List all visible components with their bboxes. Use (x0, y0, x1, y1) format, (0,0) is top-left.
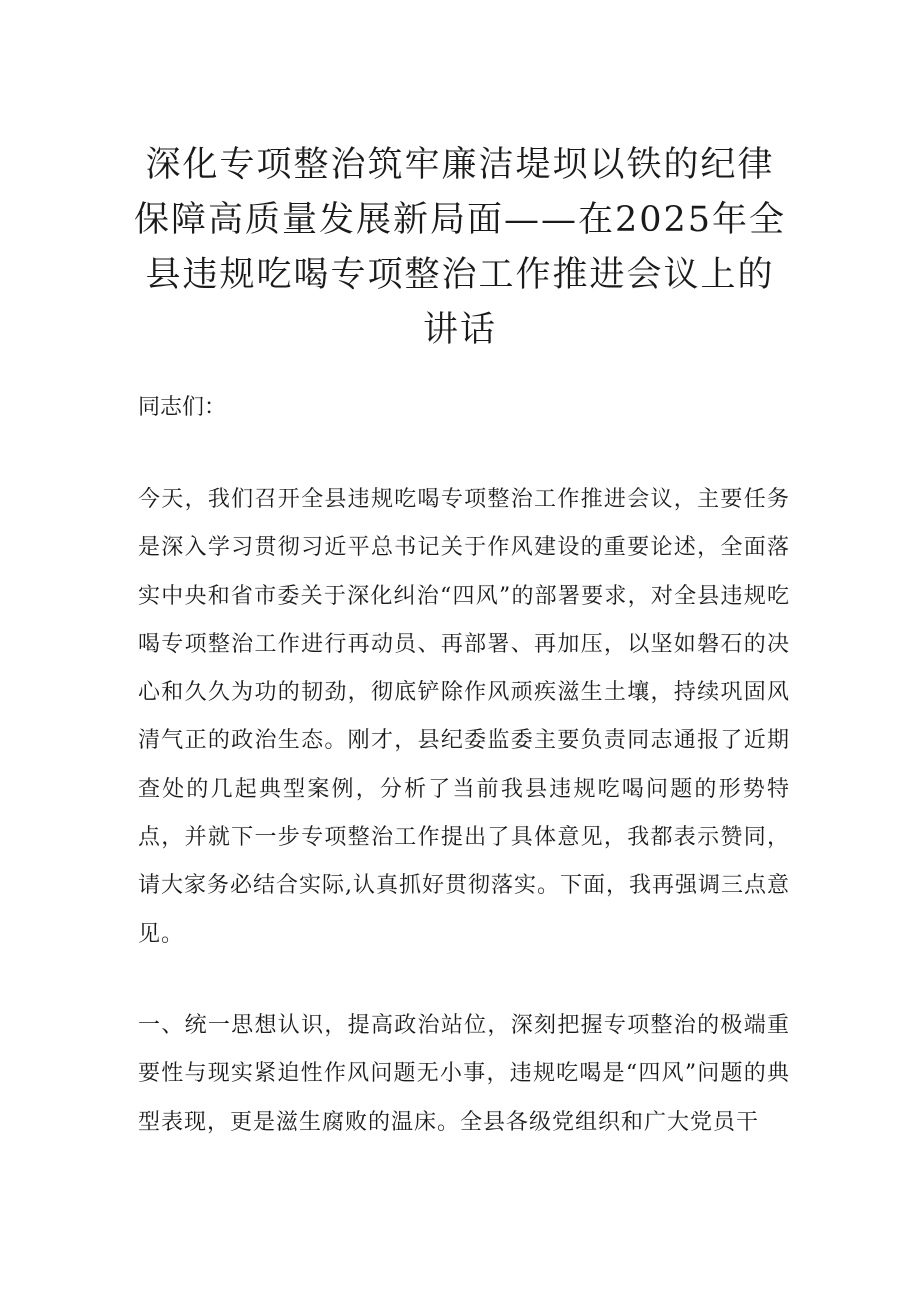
paragraph-opening: 今天，我们召开全县违规吃喝专项整治工作推进会议，主要任务是深入学习贯彻习近平总书记关于作风建设的重要论述，全面落实中央和省市委关于深化纠治“四风”的部署要求，对全县违规吃喝专项整治工作进行再动员、再部署、再加压，以坚如磐石的决心和久久为功的韧劲，彻底铲除作风顽疾滋生土壤，持续巩固风清气正的政治生态。刚才，县纪委监委主要负责同志通报了近期查处的几起典型案例，分析了当前我县违规吃喝问题的形势特点，并就下一步专项整治工作提出了具体意见，我都表示赞同，请大家务必结合实际,认真抓好贯彻落实。下面，我再强调三点意见。 (138, 487, 790, 947)
document-title: 深化专项整治筑牢廉洁堤坝以铁的纪律保障高质量发展新局面——在2025年全县违规吃喝专项整治工作推进会议上的讲话 (133, 145, 787, 350)
greeting: 同志们： (138, 395, 227, 420)
paragraph-section-one: 一、统一思想认识，提高政治站位，深刻把握专项整治的极端重要性与现实紧迫性作风问题无小事，违规吃喝是“四风”问题的典型表现，更是滋生腐败的温床。全县各级党组织和广大党员干 (138, 1013, 790, 1135)
